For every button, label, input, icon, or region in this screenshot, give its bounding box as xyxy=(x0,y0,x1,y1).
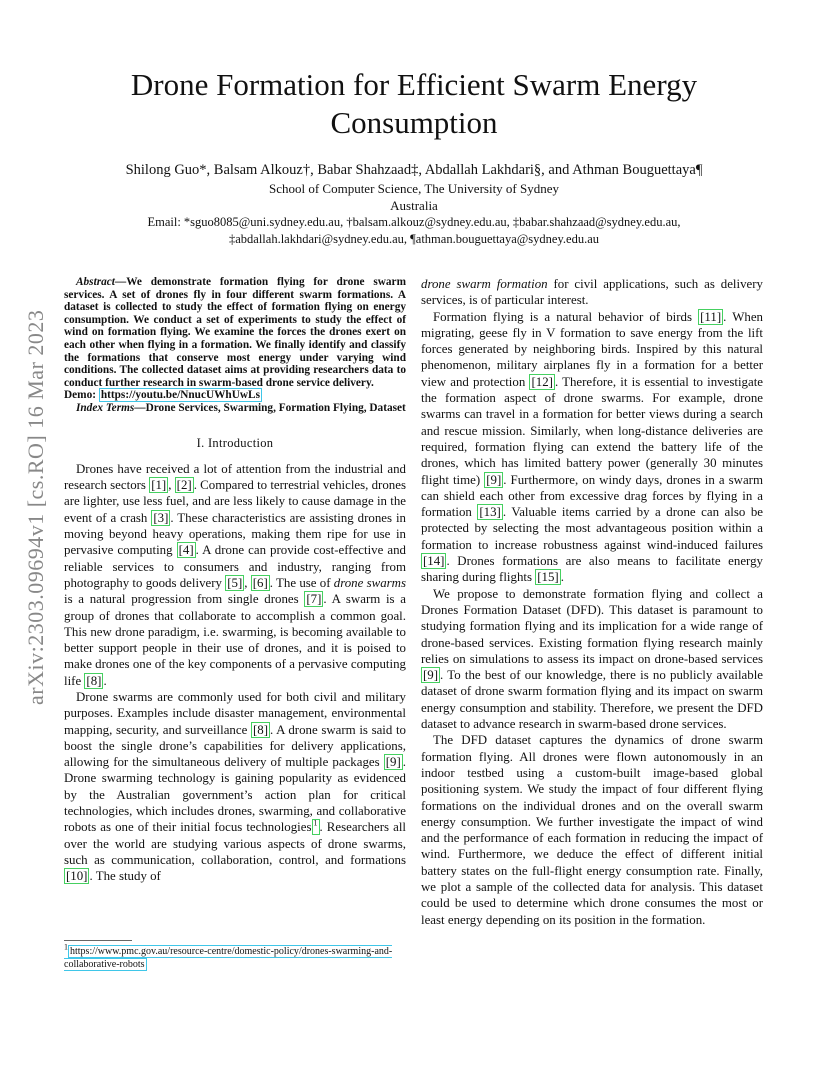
affiliation-school: School of Computer Science, The University of Sydney xyxy=(268,181,560,196)
intro-paragraph-3: Formation flying is a natural behavior of birds [11] . When migrating, geese fly in V formation to save energy from the lift forces generated by neighboring birds. Inspired by this natural phenomenon, military airplanes fly in a formation for a better view and protection [12] . Therefore, it is essential to investigate the formation aspect of drone swarms. For example, drone swarms can travel in a formation for better views during a search and rescue mission. Similarly, when long-distance deliveries are required, formation flying can extend the battery life of the drones, which has limited battery power (generally 30 minutes flight time) [9] . Furthermore, on windy days, drones in a swarm can shield each other from excessive drag forces by flying in a formation [13] . Valuable items carried by a drone can also be protected by selecting the most advantageous position within a formation to increase robustness against wind-induced failures [14] . Drones formations are also means to facilitate energy sharing during flights [15] . xyxy=(421,309,763,585)
arxiv-identifier: arXiv:2303.09694v1 [cs.RO] 16 Mar 2023 xyxy=(23,309,48,705)
intro-paragraph-2-continued: drone swarm formation for civil applications, such as delivery services, is of particular interest. xyxy=(421,277,763,308)
email-line-2: ‡abdallah.lakhdari@sydney.edu.au, ¶athman.bouguettaya@sydney.edu.au xyxy=(228,232,599,246)
index-terms-text: —Drone Services, Swarming, Formation Flying, Dataset xyxy=(134,401,406,414)
index-terms-label: Index Terms xyxy=(76,401,135,414)
demo-link[interactable]: https://youtu.be/NnucUWhUwLs xyxy=(100,389,260,402)
email-block xyxy=(60,214,768,248)
demo-line xyxy=(64,389,406,402)
affiliation-country: Australia xyxy=(390,198,438,213)
paper-title: Drone Formation for Efficient Swarm Energy Consumption xyxy=(130,67,698,140)
intro-paragraph-1: Drones have received a lot of attention from the industrial and research sectors [1] , [2] . Compared to terrestrial vehicles, drones are lighter, use less fuel, and are less likely to cause damage in the event of a crash [3] . These characteristics are assisting drones in moving beyond heavy operations, making them ripe for use in pervasive computing [4] . A drone can provide cost-effective and reliable services to consumers and industry, ranging from photography to goods delivery [5] , [6] . The use of drone swarms is a natural progression from single drones [7] . A swarm is a group of drones that collaborate to accomplish a common goal. This new drone paradigm, i.e. swarming, is becoming available to better support people in their use of drones, and it is poised to make drones one of the key components of a pervasive computing life [8] . xyxy=(64,461,407,688)
email-line-1: Email: *sguo8085@uni.sydney.edu.au, †balsam.alkouz@sydney.edu.au, ‡babar.shahzaad@sydney.edu.au, xyxy=(147,215,681,229)
section-heading-introduction: I. Introduction xyxy=(196,435,274,450)
footnote xyxy=(64,942,406,971)
author-list: Shilong Guo*, Balsam Alkouz†, Babar Shahzaad‡, Abdallah Lakhdari§, and Athman Bouguettaya¶ xyxy=(125,162,703,178)
footnote-mark: 1 xyxy=(64,942,68,952)
abstract xyxy=(64,276,406,389)
intro-paragraph-2: Drone swarms are commonly used for both civil and military purposes. Examples include disaster management, environmental mapping, security, and surveillance [8] . A drone swarm is said to boost the single drone’s capabilities for delivery applications, allowing for the simultaneous delivery of multiple packages [9] . Drone swarming technology is gaining popularity as evidenced by the Australian government’s action plan for critical technologies, which includes drones, swarming, and collaborative robots as one of their initial focus technologies $^1$ . Researchers all over the world are studying various aspects of drone swarms, such as communication, collaboration, control, and formations [10] . The study of xyxy=(64,689,406,884)
abstract-text: —We demonstrate formation flying for drone swarm services. A set of drones fly in four different swarm formations. A dataset is collected to study the effect of formation flying on energy consumption. We conduct a set of experiments to study the effect of wind on formation flying. We examine the forces the drones exert on each other when flying in a formation. We finally identify and classify the formations that conserve most energy under varying wind conditions. The collected dataset aims at providing researchers data to conduct further research in swarm-based drone service delivery. xyxy=(64,276,406,389)
footnote-rule xyxy=(64,940,132,941)
intro-paragraph-4: We propose to demonstrate formation flying and collect a Drones Formation Dataset (DFD). This dataset is paramount to studying formation flying and its implication for a wide range of drone-based services. Existing formation flying research mainly relies on simulations to assess its impact on drone-based services [9] . To the best of our knowledge, there is no publicly available dataset of drone swarm formation flying and its impact on swarm energy consumption and stability. Therefore, we present the DFD dataset to advance research in swarm-based drone services. xyxy=(421,586,763,732)
demo-label: Demo: xyxy=(64,389,99,402)
index-terms xyxy=(64,402,406,415)
footnote-link[interactable]: https://www.pmc.gov.au/resource-centre/domestic-policy/drones-swarming-and-collaborative-robots xyxy=(64,946,393,970)
abstract-label: Abstract xyxy=(76,276,115,288)
right-column xyxy=(421,276,763,928)
left-column xyxy=(64,276,406,885)
intro-paragraph-5: The DFD dataset captures the dynamics of drone swarm formation flying. All drones were flown autonomously in an indoor testbed using a custom-built image-based global positioning system. We study the impact of four different flying formations on the individual drones and on the overall swarm energy consumption. We further investigate the impact of wind and the performance of each formation in reducing the impact of wind. Furthermore, we deduce the effect of different initial battery states on the full-flight energy consumption rate. Finally, we plot a sample of the collected data for analysis. This dataset could be used to determine which drone consumes the most or least energy depending on its position in the formation. xyxy=(421,733,763,927)
